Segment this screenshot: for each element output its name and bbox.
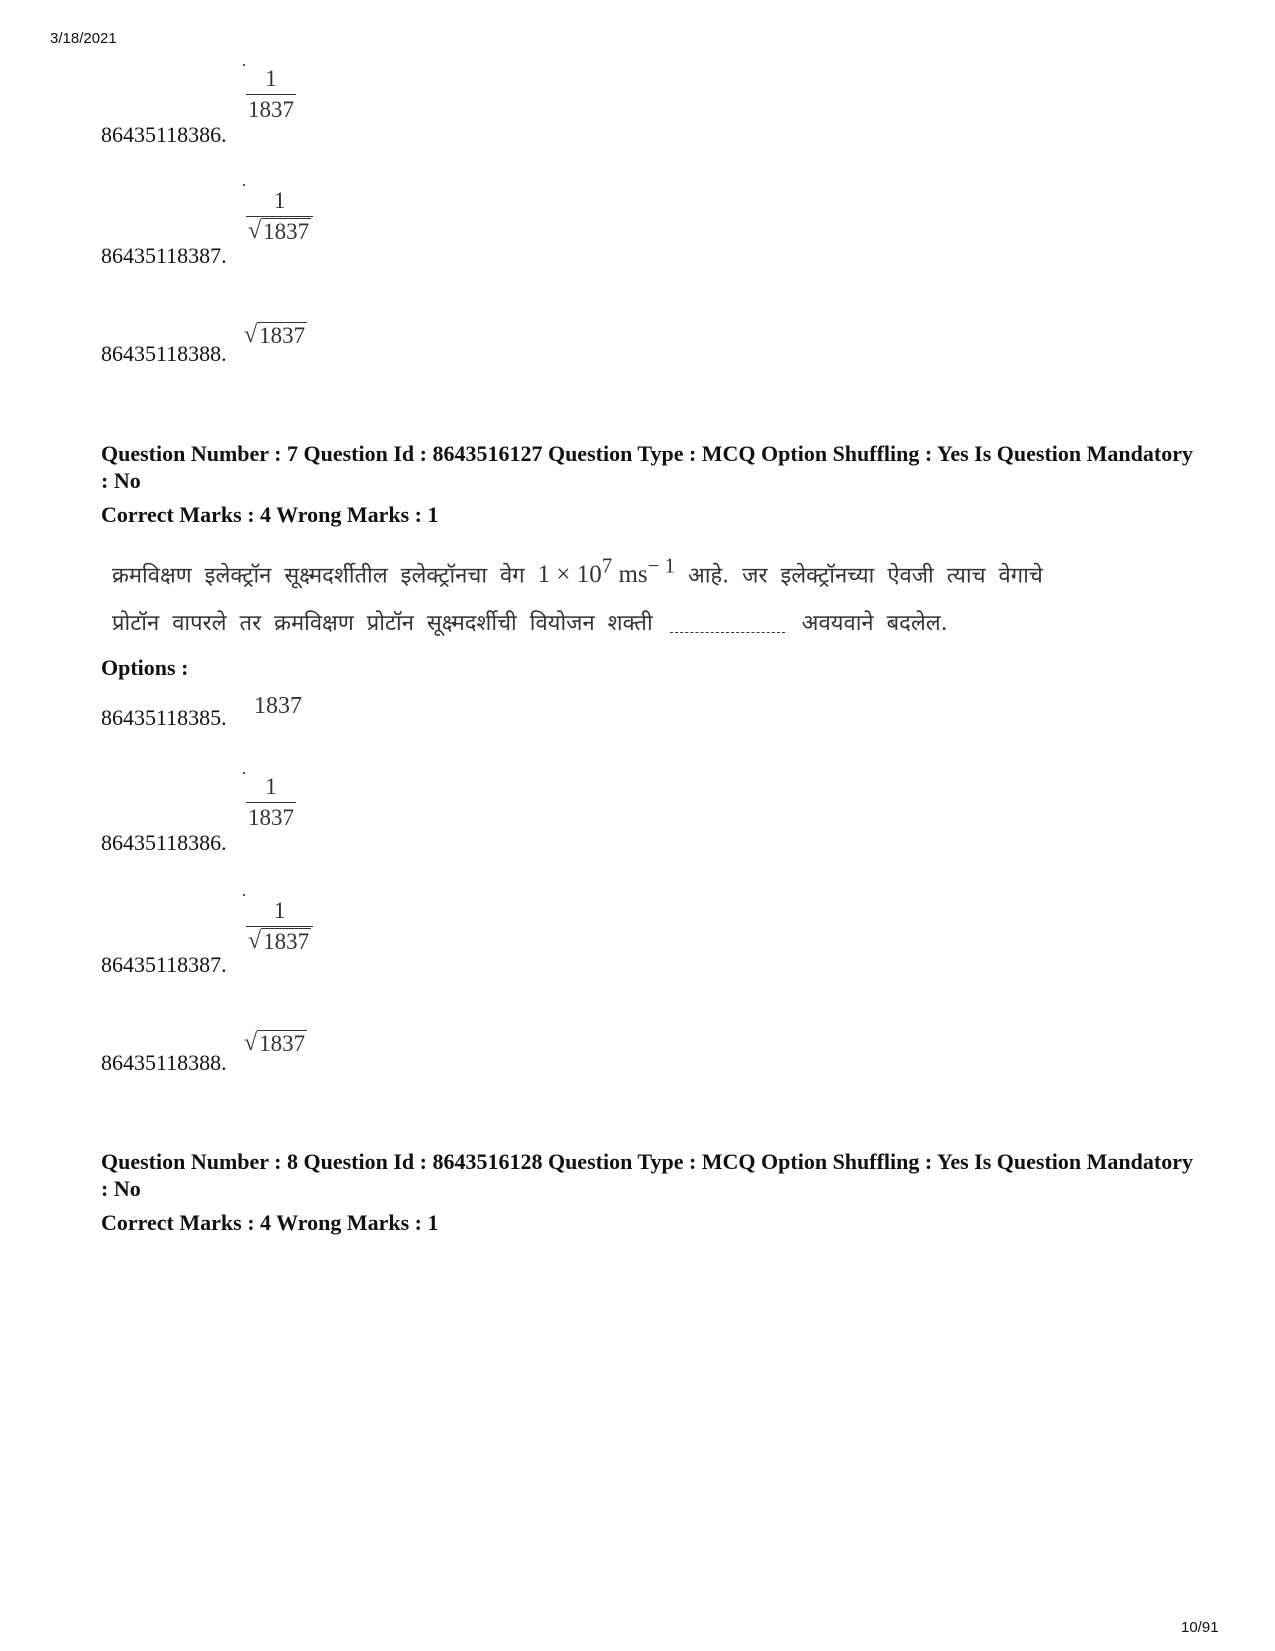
radical-sign: √ <box>244 1030 258 1056</box>
denominator: 1837 <box>248 97 294 122</box>
radical-sign: √ <box>244 322 258 348</box>
velocity-mantissa: 1 × 10 <box>537 561 602 589</box>
sqrt-denominator <box>246 217 313 245</box>
velocity-unit: ms <box>618 561 648 589</box>
option-id: 86435118388. <box>101 1050 227 1075</box>
mark-dot <box>243 772 245 774</box>
question-8-marks: Correct Marks : 4 Wrong Marks : 1 <box>101 1210 439 1235</box>
option-id: 86435118387. <box>101 243 227 268</box>
option-id: 86435118385. <box>101 705 227 730</box>
radicand: 1837 <box>263 929 310 954</box>
options-label: Options : <box>101 655 189 680</box>
question-7-line-2 <box>112 600 1172 648</box>
sqrt-denominator <box>246 927 313 955</box>
fraction-1-over-sqrt-1837 <box>246 186 313 245</box>
velocity-value <box>537 554 675 589</box>
fraction-1-over-sqrt-1837 <box>246 896 313 955</box>
numerator: 1 <box>265 66 277 91</box>
mark-dot <box>243 64 245 66</box>
numerator: 1 <box>273 898 286 923</box>
question-7-header: Question Number : 7 Question Id : 8643516127 Question Type : MCQ Option Shuffling : Yes Is Question Mandatory : No <box>101 441 1193 493</box>
question-8-header: Question Number : 8 Question Id : 8643516128 Question Type : MCQ Option Shuffling : Yes Is Question Mandatory : No <box>101 1149 1193 1201</box>
radical-sign: √ <box>248 218 262 244</box>
question-7-text <box>112 542 1172 648</box>
fraction-1-over-1837 <box>246 772 296 833</box>
sqrt-1837 <box>244 1029 307 1057</box>
fraction-1-over-1837 <box>246 64 296 125</box>
radicand: 1837 <box>259 323 306 348</box>
velocity-exponent: 7 <box>601 554 613 578</box>
option-value: 1837 <box>254 693 302 719</box>
print-date: 3/18/2021 <box>50 30 117 47</box>
text-segment: अवयवाने बदलेल. <box>801 611 948 637</box>
option-id: 86435118387. <box>101 952 227 977</box>
page-number: 10/91 <box>1181 1619 1219 1636</box>
question-7-marks: Correct Marks : 4 Wrong Marks : 1 <box>101 502 439 527</box>
radical-sign: √ <box>248 928 262 954</box>
numerator: 1 <box>265 774 277 799</box>
option-id: 86435118386. <box>101 122 227 147</box>
mark-dot <box>243 894 245 896</box>
option-id: 86435118388. <box>101 341 227 366</box>
unit-exponent: − 1 <box>647 554 675 578</box>
radicand: 1837 <box>259 1031 306 1056</box>
radicand: 1837 <box>263 219 310 244</box>
fill-blank <box>670 616 785 633</box>
denominator: 1837 <box>248 805 294 830</box>
option-id: 86435118386. <box>101 830 227 855</box>
text-segment: आहे. जर इलेक्ट्रॉनच्या ऐवजी त्याच वेगाचे <box>688 563 1043 589</box>
text-segment: क्रमविक्षण इलेक्ट्रॉन सूक्ष्मदर्शीतील इलेक्ट्रॉनचा वेग <box>112 563 525 589</box>
question-7-line-1 <box>112 542 1172 600</box>
text-segment: प्रोटॉन वापरले तर क्रमविक्षण प्रोटॉन सूक्ष्मदर्शीची वियोजन शक्ती <box>112 611 653 637</box>
sqrt-1837 <box>244 321 307 349</box>
numerator: 1 <box>273 188 286 213</box>
mark-dot <box>243 184 245 186</box>
